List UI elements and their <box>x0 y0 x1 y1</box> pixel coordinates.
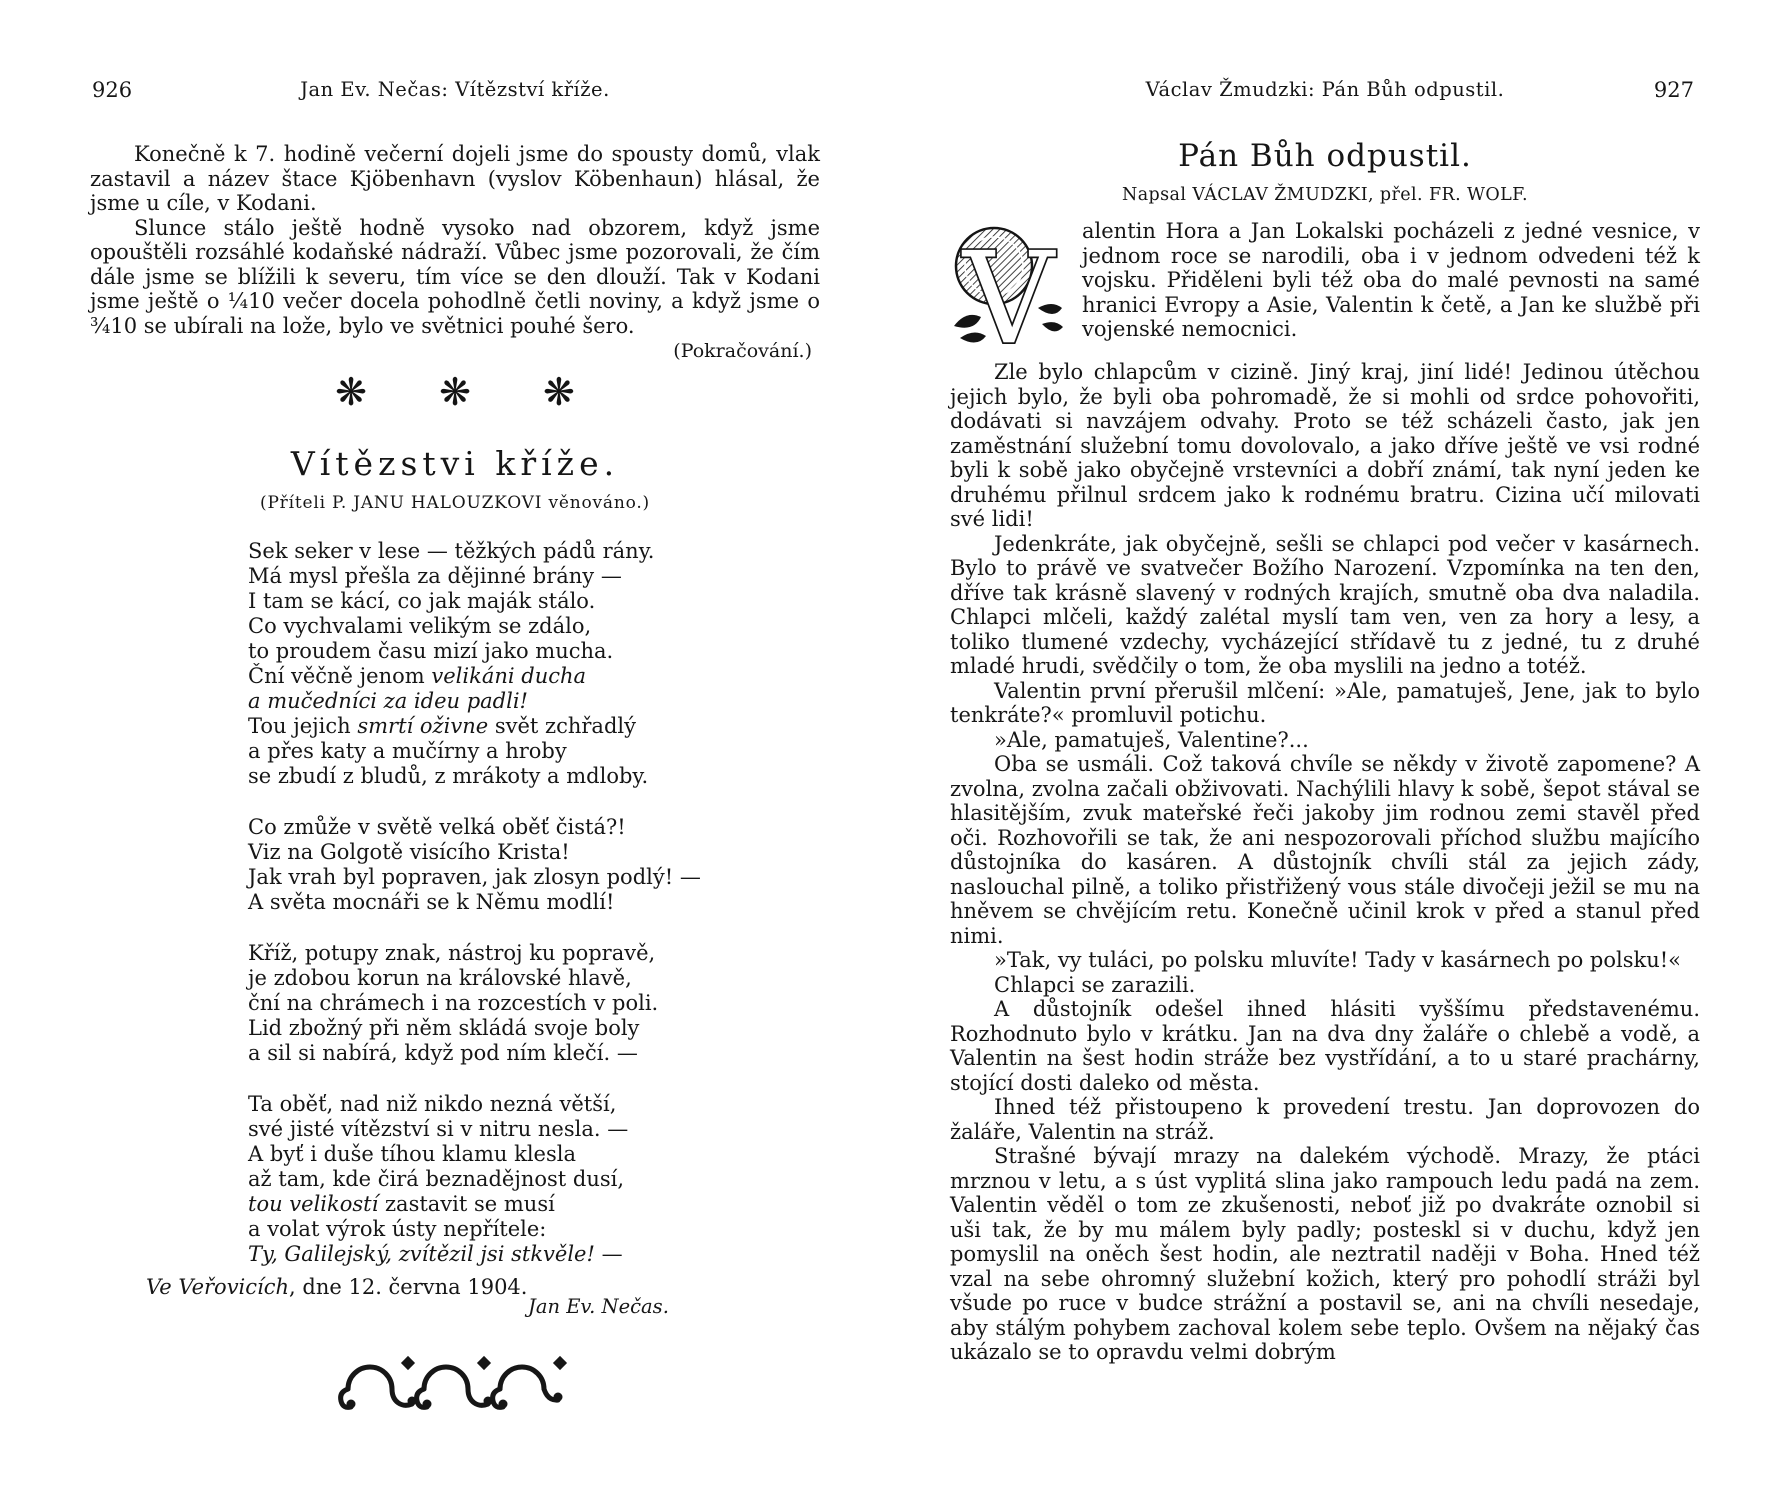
poem-signature: Jan Ev. Nečas. <box>528 1295 669 1318</box>
rosette-icon: ❋ <box>439 370 471 414</box>
poem-line: a mučedníci za ideu padli! <box>248 689 528 713</box>
rosette-icon: ❋ <box>335 370 367 414</box>
rosette-icon: ❋ <box>543 370 575 414</box>
poem-stanza <box>248 815 820 915</box>
paragraph: Slunce stálo ještě hodně vysoko nad obzorem, když jsme opouštěli rozsáhlé kodaňské nádraží. Vůbec jsme pozorovali, že čím dále jsme se blížili k severu, tím více se den dlouží. Tak v Kodani jsme ještě o ¼10 večer docela pohodlně četli noviny, a když jsme o ¾10 se ubírali na lože, bylo ve světnici pouhé šero. <box>90 215 820 338</box>
tailpiece-scroll-ornament-icon <box>90 1341 820 1421</box>
paragraph: »Ale, pamatuješ, Valentine?... <box>994 727 1309 752</box>
paragraph: Zle bylo chlapcům v cizině. Jiný kraj, jiní lidé! Jedinou útěchou jejich bylo, že byli oba pohromadě, že si mohli od srdce pohovořiti, dodávati si navzájem odvahy. Proto se též scházeli často, jak jen zaměstnání služební tomu dovolovalo, a jako dříve ještě ve vsi rodné byli k sobě jako obyčejně vrstevníci a dobří známí, tak nyní jeden ke druhému přilnul srdcem jako k rodnému bratru. Cizina učí milovati své lidi! <box>950 360 1700 531</box>
page-left <box>90 78 820 1421</box>
paragraph: »Tak, vy tuláci, po polsku mluvíte! Tady v kasárnech po polsku!« <box>994 948 1682 972</box>
poem-line: až tam, kde čirá beznadějnost dusí, <box>248 1167 625 1191</box>
ornate-initial <box>950 222 1068 358</box>
drop-cap-letter: V <box>963 225 1054 358</box>
running-title-left: Jan Ev. Nečas: Vítězství kříže. <box>300 78 610 101</box>
poem-line: a sil si nabírá, když pod ním klečí. — <box>248 1041 638 1065</box>
poem-line: to proudem času mizí jako mucha. <box>248 639 614 663</box>
running-title-right: Václav Žmudzki: Pán Bůh odpustil. <box>1145 78 1505 101</box>
poem-line: Kříž, potupy znak, nástroj ku popravě, <box>248 941 656 965</box>
poem-line: a volat výrok ústy nepřítele: <box>248 1217 547 1241</box>
poem-line: je zdobou korun na královské hlavě, <box>248 966 632 990</box>
poem-line: své jisté vítězství si v nitru nesla. — <box>248 1117 629 1141</box>
poem-body <box>248 539 820 1267</box>
poem-line: Co zmůže v světě velká oběť čistá?! <box>248 815 626 839</box>
poem-line: se zbudí z bludů, z mrákoty a mdloby. <box>248 764 649 788</box>
poem-line: tou velikostí zastavit se musí <box>248 1192 555 1216</box>
page-number-left: 926 <box>92 78 133 102</box>
paragraph: Strašné bývají mrazy na dalekém východě. Mrazy, že ptáci mrznou v letu, a s úst vyplitá slina jako rampouch ledu padá na zem. Valentin věděl o tom ze zkušenosti, neboť již po dvakráte oznobil si uši tak, že by mu málem byly padly; posteskl si v duchu, když jen pomyslil na oněch šest hodin, ale neztratil naději v Boha. Hned též vzal na sebe ohromný služební kožich, který pro pohodlí stráži byl všude po ruce v budce strážní a postavil se, ani na chvíli nesedaje, aby stálým pohybem zachoval kolem sebe teplo. Ovšem na nějaký čas ukázalo se to opravdu velmi dobrým <box>950 1144 1700 1364</box>
poem-line: Ční věčně jenom velikáni ducha <box>248 664 587 688</box>
paragraph: Jedenkráte, jak obyčejně, sešli se chlapci pod večer v kasárnech. Bylo to právě ve svatvečer Božího Narození. Vzpomínka na ten den, dříve tak krásně slavený v rodných krajích, smutně oba dva naladila. Chlapci mlčeli, každý zalétal myslí tam ven, ven za hory a lesy, a toliko tlumené vzdechy, vycházející střídavě tu z jedné, tu z druhé mladé hrudi, svědčily o tom, že oba myslili na jedno a totéž. <box>950 531 1700 678</box>
poem-line: I tam se kácí, co jak maják stálo. <box>248 589 596 613</box>
poem-line: Ty, Galilejský, zvítězil jsi stkvěle! — <box>248 1242 623 1266</box>
poem-stanza <box>248 941 820 1066</box>
page-right <box>950 78 1700 1421</box>
poem-footer <box>146 1275 820 1323</box>
story-body <box>950 219 1700 1365</box>
poem-line: Viz na Golgotě visícího Krista! <box>248 840 570 864</box>
poem-dedication: (Příteli P. JANU HALOUZKOVI věnováno.) <box>260 493 650 513</box>
poem-line: Sek seker v lese — těžkých pádů rány. <box>248 539 655 563</box>
poem-line: A světa mocnáři se k Němu modlí! <box>248 890 615 914</box>
poem-line: Jak vrah byl popraven, jak zlosyn podlý! — <box>248 865 701 889</box>
poem-line: ční na chrámech i na rozcestích v poli. <box>248 991 659 1015</box>
poem-line: Tou jejich smrtí oživne svět zchřadlý <box>248 714 636 738</box>
section-divider-ornament <box>90 370 820 414</box>
poem-line: Lid zbožný při něm skládá svoje boly <box>248 1016 640 1040</box>
continuation-note: (Pokračování.) <box>673 340 812 362</box>
poem-line: Ta oběť, nad niž nikdo nezná větší, <box>248 1092 617 1116</box>
left-page-header <box>90 78 820 104</box>
poem-line: A byť i duše tíhou klamu klesla <box>248 1142 576 1166</box>
poem-dateline: Ve Veřovicích, dne 12. června 1904. <box>146 1275 528 1299</box>
left-page-paragraphs <box>90 142 820 338</box>
paragraph: Oba se usmáli. Což taková chvíle se někdy v životě zapomene? A zvolna, zvolna začali obživovati. Nachýlili hlavy k sobě, šepot stával se hlasitějším, zvuk mateřské řeči jakoby jim rodnou zemi stavěl před oči. Rozhovořili se tak, že ani nespozorovali příchod službu majícího důstojníka do kasáren. A důstojník chvíli stál za jejich zády, naslouchal pilně, a toliko přistřižený vous stále divočeji ježil se mu na hněvem se chvějícím retu. Konečně učinil krok v před a stanul před nimi. <box>950 752 1700 948</box>
page-number-right: 927 <box>1653 78 1694 102</box>
paragraph: Ihned též přistoupeno k provedení trestu. Jan doprovozen do žaláře, Valentin na stráž. <box>950 1095 1700 1144</box>
story-byline: Napsal VÁCLAV ŽMUDZKI, přel. FR. WOLF. <box>1122 185 1528 205</box>
poem-stanza <box>248 1092 820 1267</box>
paragraph-text: alentin Hora a Jan Lokalski pocházeli z jedné vesnice, v jednom roce se narodili, oba i v jednom odvedeni též k vojsku. Přiděleni byli též oba do malé pevnosti na samé hranici Evropy a Asie, Valentin k četě, a Jan ke službě při vojenské nemocnici. <box>1082 219 1700 341</box>
poem-stanza <box>248 539 820 789</box>
poem-line: Má mysl přešla za dějinné brány — <box>248 564 622 588</box>
paragraph: Chlapci se zarazili. <box>994 972 1196 997</box>
poem-title: Vítězstvi kříže. <box>290 444 620 483</box>
poem-line: a přes katy a mučírny a hroby <box>248 739 567 763</box>
paragraph: A důstojník odešel ihned hlásiti vyššímu představenému. Rozhodnuto bylo v krátku. Jan na dva dny žaláře o chlebě a vodě, a Valentin na šest hodin stráže bez vystřídání, a to u staré prachárny, stojící dosti daleko od města. <box>950 997 1700 1095</box>
poem-line: Co vychvalami velikým se zdálo, <box>248 614 592 638</box>
paragraph <box>950 219 1700 360</box>
story-title: Pán Bůh odpustil. <box>1178 138 1472 174</box>
paragraph: Konečně k 7. hodině večerní dojeli jsme do spousty domů, vlak zastavil a název štace Kjöbenhavn (vyslov Köbenhaun) hlásal, že jsme u cíle, v Kodani. <box>90 142 820 215</box>
right-page-header <box>950 78 1700 104</box>
paragraph: Valentin první přerušil mlčení: »Ale, pamatuješ, Jene, jak to bylo tenkráte?« promluvil potichu. <box>950 678 1700 727</box>
